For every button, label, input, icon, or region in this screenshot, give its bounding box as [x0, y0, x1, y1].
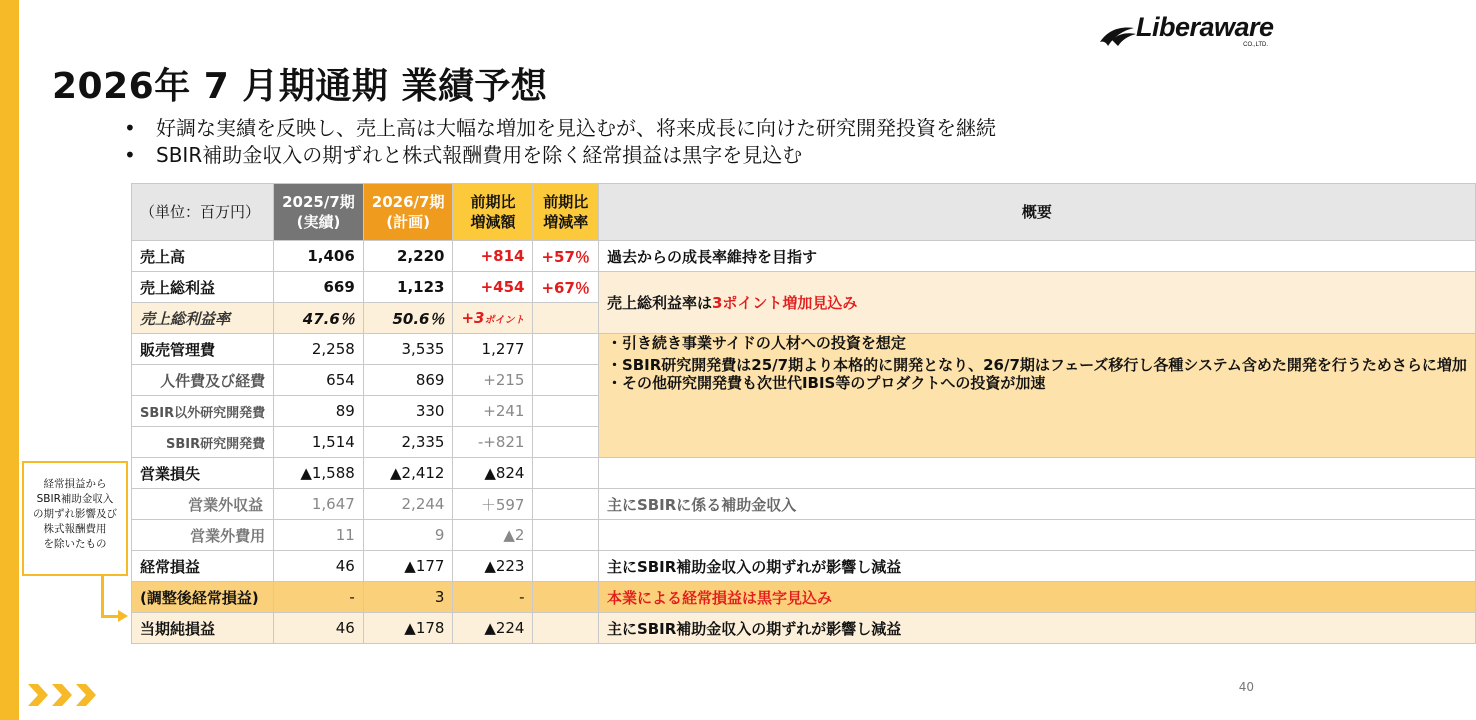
rate-value: [533, 365, 598, 396]
plan-value: 330: [363, 396, 453, 427]
plan-header: 2026/7期 (計画): [363, 184, 453, 241]
table-header-row: [132, 184, 1476, 241]
sga-note: ・引き続き事業サイドの人材への投資を想定 ・SBIR研究開発費は25/7期より本格的に開発となり、26/7期はフェーズ移行し各種システム含めた開発を行うためさらに増加 ・その他研究開発費も次世代IBIS等のプロダクトへの投資が加速: [598, 334, 1475, 458]
row-note: 本業による経常損益は黒字見込み: [598, 582, 1475, 613]
row-note: 主にSBIRに係る補助金収入: [598, 489, 1475, 520]
plan-value: 2,244: [363, 489, 453, 520]
actual-value: 654: [274, 365, 364, 396]
actual-value: 47.6％: [274, 303, 364, 334]
rate-value: [533, 427, 598, 458]
actual-value: 89: [274, 396, 364, 427]
actual-value: -: [274, 582, 364, 613]
plan-value: 50.6％: [363, 303, 453, 334]
plan-value: 3,535: [363, 334, 453, 365]
row-label: 当期純損益: [132, 613, 274, 644]
row-label: SBIR研究開発費: [132, 427, 274, 458]
diff-value: -: [453, 582, 533, 613]
plan-value: 3: [363, 582, 453, 613]
plan-value: ▲177: [363, 551, 453, 582]
row-note: [598, 458, 1475, 489]
summary-header: 概要: [598, 184, 1475, 241]
rate-value: [533, 334, 598, 365]
rate-header: 前期比 増減率: [533, 184, 598, 241]
actual-value: 46: [274, 613, 364, 644]
diff-value: -+821: [453, 427, 533, 458]
row-label: 売上総利益率: [132, 303, 274, 334]
diff-value: +241: [453, 396, 533, 427]
actual-value: ▲1,588: [274, 458, 364, 489]
diff-value: 1,277: [453, 334, 533, 365]
logo-subtext: CO.,LTD.: [1243, 42, 1268, 48]
rate-value: [533, 613, 598, 644]
row-note: 主にSBIR補助金収入の期ずれが影響し減益: [598, 613, 1475, 644]
row-label: 売上高: [132, 241, 274, 272]
diff-value: ▲224: [453, 613, 533, 644]
plan-value: 1,123: [363, 272, 453, 303]
table-row: [132, 458, 1476, 489]
rate-value: [533, 582, 598, 613]
bullet-item: • 好調な実績を反映し、売上高は大幅な増加を見込むが、将来成長に向けた研究開発投資を継続: [124, 116, 996, 140]
connector-line: [101, 576, 104, 618]
rate-value: [533, 520, 598, 551]
plan-value: 9: [363, 520, 453, 551]
plan-value: 869: [363, 365, 453, 396]
rate-value: [533, 551, 598, 582]
actual-header: 2025/7期 (実績): [274, 184, 364, 241]
row-label: 営業外収益: [132, 489, 274, 520]
logo-wordmark: Liberaware: [1136, 12, 1274, 42]
rate-value: +67％: [533, 272, 598, 303]
actual-value: 11: [274, 520, 364, 551]
row-note: [598, 520, 1475, 551]
row-note: 過去からの成長率維持を目指す: [598, 241, 1475, 272]
diff-value: +3ポイント: [453, 303, 533, 334]
actual-value: 669: [274, 272, 364, 303]
forecast-table: [131, 183, 1476, 644]
row-label: 営業損失: [132, 458, 274, 489]
table-row: [132, 613, 1476, 644]
actual-value: 1,647: [274, 489, 364, 520]
actual-value: 2,258: [274, 334, 364, 365]
left-accent-bar: [0, 0, 19, 720]
row-note: 売上総利益率は3ポイント増加見込み: [598, 272, 1475, 334]
table-row: [132, 334, 1476, 365]
row-label: 人件費及び経費: [132, 365, 274, 396]
adjustment-note-box: 経常損益から SBIR補助金収入 の期ずれ影響及び 株式報酬費用 を除いたもの: [22, 461, 128, 576]
plan-value: 2,220: [363, 241, 453, 272]
rate-value: +57％: [533, 241, 598, 272]
company-logo: [1098, 10, 1274, 52]
actual-value: 1,514: [274, 427, 364, 458]
diff-value: ＋597: [453, 489, 533, 520]
rate-value: [533, 458, 598, 489]
plan-value: ▲178: [363, 613, 453, 644]
rate-value: [533, 396, 598, 427]
row-label: 販売管理費: [132, 334, 274, 365]
diff-header: 前期比 増減額: [453, 184, 533, 241]
row-label: 営業外費用: [132, 520, 274, 551]
diff-value: ▲2: [453, 520, 533, 551]
plan-value: 2,335: [363, 427, 453, 458]
table-row: [132, 520, 1476, 551]
table-row: [132, 241, 1476, 272]
row-label: SBIR以外研究開発費: [132, 396, 274, 427]
summary-bullets: [124, 115, 996, 169]
diff-value: ▲223: [453, 551, 533, 582]
bullet-item: • SBIR補助金収入の期ずれと株式報酬費用を除く経常損益は黒字を見込む: [124, 143, 803, 167]
table-row: [132, 489, 1476, 520]
row-label: 経常損益: [132, 551, 274, 582]
row-note: 主にSBIR補助金収入の期ずれが影響し減益: [598, 551, 1475, 582]
row-label: (調整後経常損益): [132, 582, 274, 613]
page-title: 2026年 7 月期通期 業績予想: [52, 66, 548, 107]
table-row: [132, 582, 1476, 613]
diff-value: +814: [453, 241, 533, 272]
rate-value: [533, 303, 598, 334]
plan-value: ▲2,412: [363, 458, 453, 489]
rate-value: [533, 489, 598, 520]
arrow-right-icon: [118, 610, 128, 622]
unit-header: （単位：百万円）: [132, 184, 274, 241]
table-row: [132, 272, 1476, 303]
diff-value: +454: [453, 272, 533, 303]
page-number: 40: [1238, 680, 1254, 694]
diff-value: ▲824: [453, 458, 533, 489]
logo-mark-icon: [1098, 12, 1138, 52]
row-label: 売上総利益: [132, 272, 274, 303]
diff-value: +215: [453, 365, 533, 396]
actual-value: 1,406: [274, 241, 364, 272]
actual-value: 46: [274, 551, 364, 582]
table-row: [132, 551, 1476, 582]
chevron-decoration-icon: [28, 680, 108, 710]
